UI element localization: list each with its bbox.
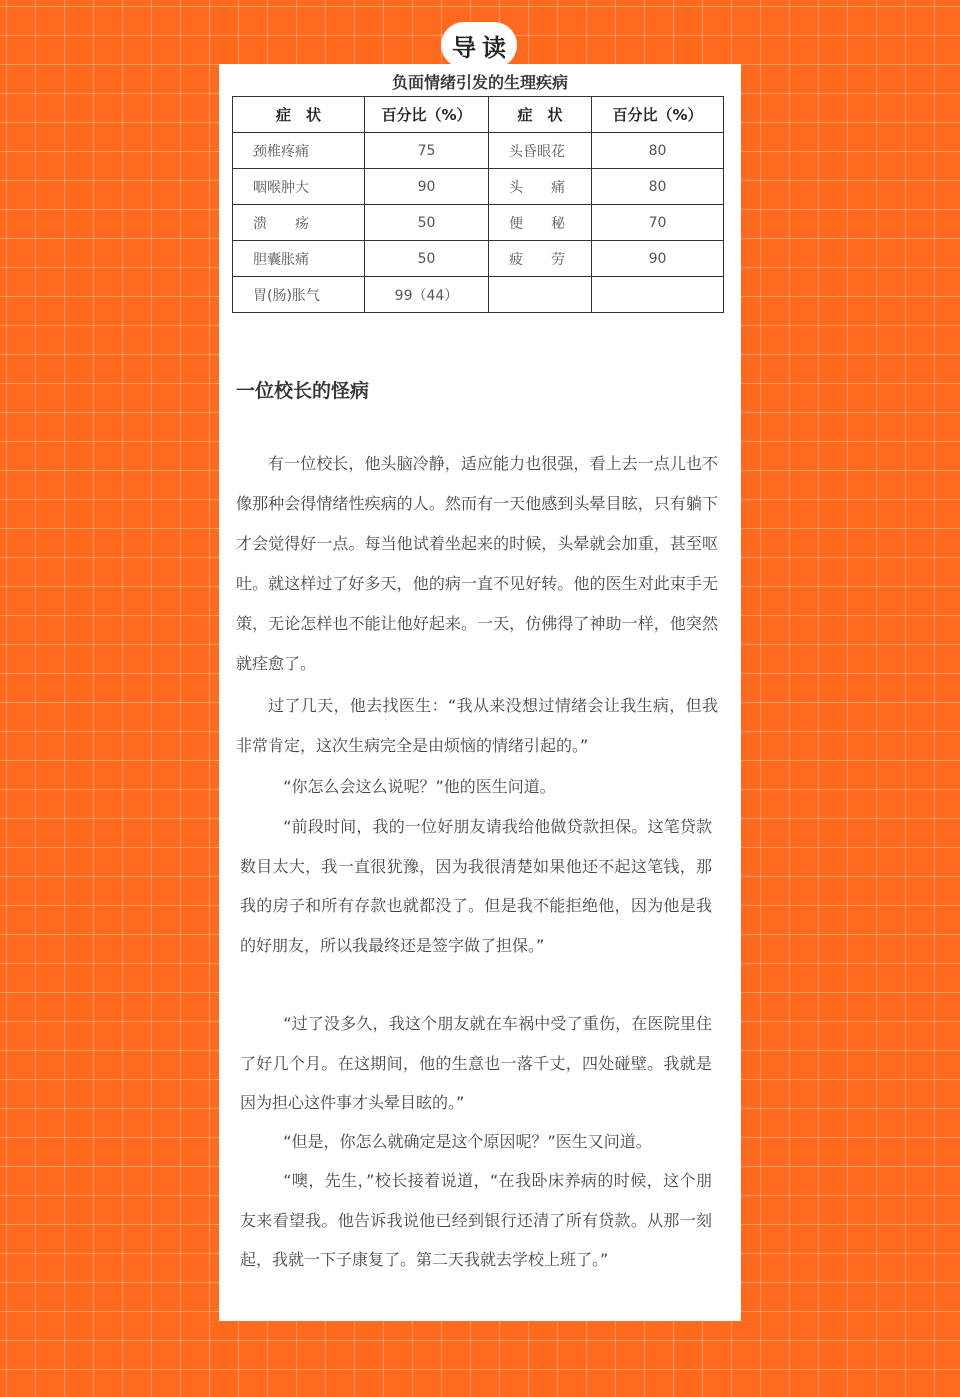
section-title: 一位校长的怪病 [236,380,370,402]
symptom-cell: 胆囊胀痛 [233,241,365,277]
table-title: 负面情绪引发的生理疾病 [391,73,568,92]
symptom-cell [489,277,592,313]
guide-badge-label: 导读 [452,33,512,62]
percent-cell: 75 [365,133,489,169]
symptom-cell: 便 秘 [489,205,592,241]
symptom-cell: 胃(肠)胀气 [233,277,365,313]
symptom-cell: 颈椎疼痛 [233,133,365,169]
story-paragraph: 过了几天，他去找医生：“我从来没想过情绪会让我生病，但我非常肯定，这次生病完全是由烦恼的情绪引起的。” [236,696,718,755]
percent-cell: 50 [365,241,489,277]
percent-cell: 99（44） [365,277,489,313]
percent-cell [592,277,724,313]
header-percent: 百分比（%） [365,97,489,133]
table-row [233,169,724,205]
header-percent: 百分比（%） [592,97,724,133]
percent-cell: 50 [365,205,489,241]
guide-badge [441,22,517,68]
story-paragraph: “过了没多久，我这个朋友就在车祸中受了重伤，在医院里住了好几个月。在这期间，他的生意也一落千丈，四处碰壁。我就是因为担心这件事才头晕目眩的。” [240,1014,712,1112]
story-paragraph: “你怎么会这么说呢？”他的医生问道。 [283,777,556,796]
symptom-cell: 头 痛 [489,169,592,205]
symptom-table [232,96,724,313]
percent-cell: 90 [592,241,724,277]
article-card [219,64,741,1321]
story-paragraph: “噢，先生，”校长接着说道，“在我卧床养病的时候，这个朋友来看望我。他告诉我说他已经到银行还清了所有贷款。从那一刻起，我就一下子康复了。第二天我就去学校上班了。” [240,1171,712,1269]
symptom-cell: 咽喉肿大 [233,169,365,205]
story-paragraph: “但是，你怎么就确定是这个原因呢？”医生又问道。 [283,1132,652,1151]
percent-cell: 80 [592,133,724,169]
table-row [233,277,724,313]
story-paragraph: “前段时间，我的一位好朋友请我给他做贷款担保。这笔贷款数目太大，我一直很犹豫，因为我很清楚如果他还不起这笔钱，那我的房子和所有存款也就都没了。但是我不能拒绝他，因为他是我的好朋友，所以我最终还是签字做了担保。” [240,817,712,955]
table-row [233,205,724,241]
header-symptom: 症 状 [233,97,365,133]
header-symptom: 症 状 [489,97,592,133]
table-row [233,133,724,169]
percent-cell: 80 [592,169,724,205]
symptom-cell: 头昏眼花 [489,133,592,169]
table-row [233,241,724,277]
percent-cell: 70 [592,205,724,241]
table-header-row [233,97,724,133]
story-paragraph: 有一位校长，他头脑冷静，适应能力也很强，看上去一点儿也不像那种会得情绪性疾病的人。然而有一天他感到头晕目眩，只有躺下才会觉得好一点。每当他试着坐起来的时候，头晕就会加重，甚至呕吐。就这样过了好多天，他的病一直不见好转。他的医生对此束手无策，无论怎样也不能让他好起来。一天，仿佛得了神助一样，他突然就痊愈了。 [236,454,718,673]
symptom-cell: 溃 疡 [233,205,365,241]
symptom-cell: 疲 劳 [489,241,592,277]
percent-cell: 90 [365,169,489,205]
